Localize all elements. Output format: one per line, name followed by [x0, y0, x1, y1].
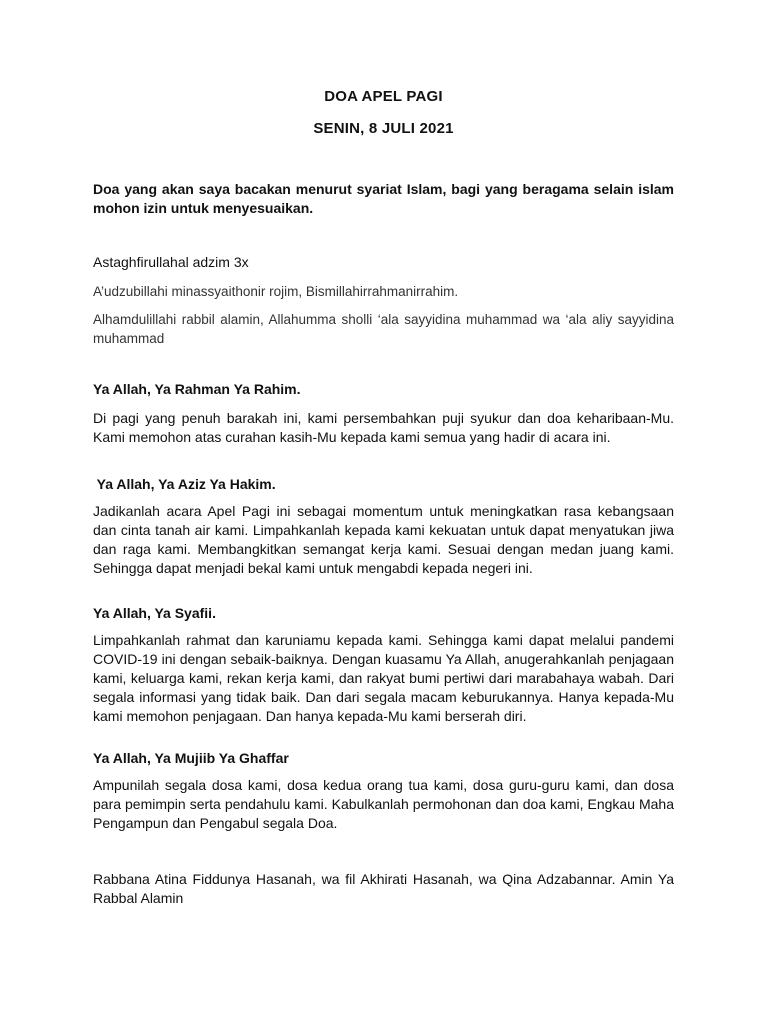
document-date: SENIN, 8 JULI 2021: [313, 120, 454, 137]
section-heading: Ya Allah, Ya Syafii.: [93, 605, 216, 621]
section-body: Ampunilah segala dosa kami, dosa kedua orang tua kami, dosa guru-guru kami, dan dosa para pemimpin serta pendahulu kami. Kabulkanlah permohonan dan doa kami, Engkau Maha Pengampun dan Pengabul segala Doa.: [93, 777, 674, 831]
section-heading: Ya Allah, Ya Rahman Ya Rahim.: [93, 381, 301, 397]
section-body: Jadikanlah acara Apel Pagi ini sebagai momentum untuk meningkatkan rasa kebangsaan dan cinta tanah air kami. Limpahkanlah kepada kami kekuatan untuk dapat menyatukan jiwa dan raga kami. Membangkitkan semangat kerja kami. Sesuai dengan medan juang kami. Sehingga dapat menjadi bekal kami untuk mengabdi kepada negeri ini.: [93, 503, 674, 576]
section-heading: Ya Allah, Ya Aziz Ya Hakim.: [93, 476, 276, 492]
closing-paragraph: Rabbana Atina Fiddunya Hasanah, wa fil Akhirati Hasanah, wa Qina Adzabannar. Amin Ya Rabbal Alamin: [93, 871, 674, 906]
section-body: Limpahkanlah rahmat dan karuniamu kepada kami. Sehingga kami dapat melalui pandemi COVID-19 ini dengan sebaik-baiknya. Dengan kuasamu Ya Allah, anugerahkanlah penjagaan kami, keluarga kami, rekan kerja kami, dan rakyat bumi pertiwi dari marabahaya wabah. Dari segala informasi yang tidak baik. Dan dari segala macam keburukannya. Hanya kepada-Mu kami memohon penjagaan. Dan hanya kepada-Mu kami berserah diri.: [93, 632, 674, 724]
opening-line-taawudz: A’udzubillahi minassyaithonir rojim, Bismillahirrahmanirrahim.: [93, 284, 459, 299]
opening-line-hamdalah: Alhamdulillahi rabbil alamin, Allahumma sholli ‘ala sayyidina muhammad wa ‘ala aliy sayyidina muhammad: [93, 312, 674, 346]
intro-paragraph: Doa yang akan saya bacakan menurut syariat Islam, bagi yang beragama selain islam mohon izin untuk menyesuaikan.: [93, 181, 674, 216]
document-title: DOA APEL PAGI: [324, 88, 443, 105]
opening-line-istighfar: Astaghfirullahal adzim 3x: [93, 254, 249, 270]
section-heading: Ya Allah, Ya Mujiib Ya Ghaffar: [93, 750, 289, 766]
section-body: Di pagi yang penuh barakah ini, kami persembahkan puji syukur dan doa keharibaan-Mu. Kami memohon atas curahan kasih-Mu kepada kami semua yang hadir di acara ini.: [93, 410, 674, 445]
